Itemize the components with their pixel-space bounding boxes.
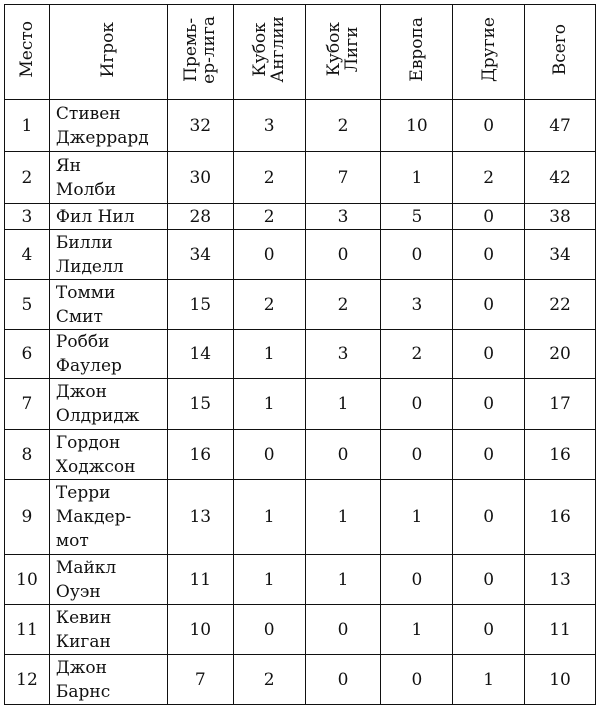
- table-row: [5, 330, 596, 379]
- place-cell: 12: [5, 655, 50, 705]
- fa-cup-cell: 2: [233, 280, 305, 330]
- fa-cup-cell: 1: [233, 379, 305, 430]
- league-cup-cell: 1: [305, 379, 381, 430]
- fa-cup-cell: 1: [233, 330, 305, 379]
- header-premier-league: Премь- ер-лига: [167, 5, 233, 100]
- europe-cell: 1: [381, 605, 453, 655]
- total-cell: 17: [525, 379, 596, 430]
- fa-cup-cell: 2: [233, 152, 305, 204]
- player-cell: Робби Фаулер: [49, 330, 167, 379]
- player-cell: Кевин Киган: [49, 605, 167, 655]
- europe-cell: 10: [381, 100, 453, 152]
- player-cell: Джон Барнс: [49, 655, 167, 705]
- league-cup-cell: 2: [305, 280, 381, 330]
- header-europe: Европа: [381, 5, 453, 100]
- europe-cell: 1: [381, 480, 453, 555]
- premier-league-cell: 16: [167, 430, 233, 480]
- league-cup-cell: 0: [305, 655, 381, 705]
- other-cell: 0: [453, 230, 525, 280]
- other-cell: 0: [453, 330, 525, 379]
- other-cell: 0: [453, 605, 525, 655]
- premier-league-cell: 15: [167, 280, 233, 330]
- league-cup-cell: 7: [305, 152, 381, 204]
- header-row: [5, 5, 596, 100]
- total-cell: 11: [525, 605, 596, 655]
- europe-cell: 0: [381, 430, 453, 480]
- place-cell: 4: [5, 230, 50, 280]
- europe-cell: 0: [381, 655, 453, 705]
- table-row: [5, 555, 596, 605]
- other-cell: 0: [453, 430, 525, 480]
- premier-league-cell: 7: [167, 655, 233, 705]
- other-cell: 0: [453, 204, 525, 230]
- league-cup-cell: 2: [305, 100, 381, 152]
- league-cup-cell: 1: [305, 480, 381, 555]
- league-cup-cell: 0: [305, 230, 381, 280]
- premier-league-cell: 13: [167, 480, 233, 555]
- player-cell: Стивен Джеррард: [49, 100, 167, 152]
- europe-cell: 0: [381, 555, 453, 605]
- player-cell: Майкл Оуэн: [49, 555, 167, 605]
- player-cell: Билли Лиделл: [49, 230, 167, 280]
- table-row: [5, 204, 596, 230]
- place-cell: 8: [5, 430, 50, 480]
- total-cell: 16: [525, 480, 596, 555]
- other-cell: 1: [453, 655, 525, 705]
- premier-league-cell: 30: [167, 152, 233, 204]
- total-cell: 22: [525, 280, 596, 330]
- place-cell: 1: [5, 100, 50, 152]
- other-cell: 0: [453, 379, 525, 430]
- place-cell: 7: [5, 379, 50, 430]
- other-cell: 0: [453, 280, 525, 330]
- other-cell: 0: [453, 555, 525, 605]
- premier-league-cell: 32: [167, 100, 233, 152]
- fa-cup-cell: 1: [233, 480, 305, 555]
- player-cell: Фил Нил: [49, 204, 167, 230]
- table-row: [5, 605, 596, 655]
- header-league-cup: Кубок Лиги: [305, 5, 381, 100]
- table-row: [5, 152, 596, 204]
- europe-cell: 1: [381, 152, 453, 204]
- player-cell: Джон Олдридж: [49, 379, 167, 430]
- header-player: Игрок: [49, 5, 167, 100]
- header-total: Всего: [525, 5, 596, 100]
- fa-cup-cell: 0: [233, 605, 305, 655]
- total-cell: 34: [525, 230, 596, 280]
- total-cell: 42: [525, 152, 596, 204]
- header-other: Другие: [453, 5, 525, 100]
- place-cell: 10: [5, 555, 50, 605]
- table-row: [5, 230, 596, 280]
- header-place: Место: [5, 5, 50, 100]
- europe-cell: 0: [381, 230, 453, 280]
- place-cell: 3: [5, 204, 50, 230]
- place-cell: 5: [5, 280, 50, 330]
- other-cell: 0: [453, 100, 525, 152]
- premier-league-cell: 15: [167, 379, 233, 430]
- fa-cup-cell: 2: [233, 204, 305, 230]
- player-cell: Томми Смит: [49, 280, 167, 330]
- total-cell: 38: [525, 204, 596, 230]
- header-fa-cup: Кубок Англии: [233, 5, 305, 100]
- table-row: [5, 480, 596, 555]
- league-cup-cell: 3: [305, 204, 381, 230]
- league-cup-cell: 1: [305, 555, 381, 605]
- other-cell: 2: [453, 152, 525, 204]
- fa-cup-cell: 1: [233, 555, 305, 605]
- league-cup-cell: 3: [305, 330, 381, 379]
- scorers-table: [4, 4, 596, 705]
- table-row: [5, 655, 596, 705]
- europe-cell: 2: [381, 330, 453, 379]
- table-row: [5, 280, 596, 330]
- total-cell: 16: [525, 430, 596, 480]
- fa-cup-cell: 0: [233, 230, 305, 280]
- player-cell: Ян Молби: [49, 152, 167, 204]
- premier-league-cell: 10: [167, 605, 233, 655]
- player-cell: Гордон Ходжсон: [49, 430, 167, 480]
- place-cell: 2: [5, 152, 50, 204]
- total-cell: 10: [525, 655, 596, 705]
- fa-cup-cell: 0: [233, 430, 305, 480]
- place-cell: 9: [5, 480, 50, 555]
- table-body: [5, 100, 596, 705]
- europe-cell: 5: [381, 204, 453, 230]
- premier-league-cell: 11: [167, 555, 233, 605]
- table-row: [5, 430, 596, 480]
- table-row: [5, 379, 596, 430]
- total-cell: 20: [525, 330, 596, 379]
- player-cell: Терри Макдер- мот: [49, 480, 167, 555]
- premier-league-cell: 34: [167, 230, 233, 280]
- europe-cell: 0: [381, 379, 453, 430]
- premier-league-cell: 14: [167, 330, 233, 379]
- other-cell: 0: [453, 480, 525, 555]
- premier-league-cell: 28: [167, 204, 233, 230]
- league-cup-cell: 0: [305, 605, 381, 655]
- league-cup-cell: 0: [305, 430, 381, 480]
- total-cell: 47: [525, 100, 596, 152]
- place-cell: 6: [5, 330, 50, 379]
- total-cell: 13: [525, 555, 596, 605]
- place-cell: 11: [5, 605, 50, 655]
- fa-cup-cell: 3: [233, 100, 305, 152]
- fa-cup-cell: 2: [233, 655, 305, 705]
- europe-cell: 3: [381, 280, 453, 330]
- table-row: [5, 100, 596, 152]
